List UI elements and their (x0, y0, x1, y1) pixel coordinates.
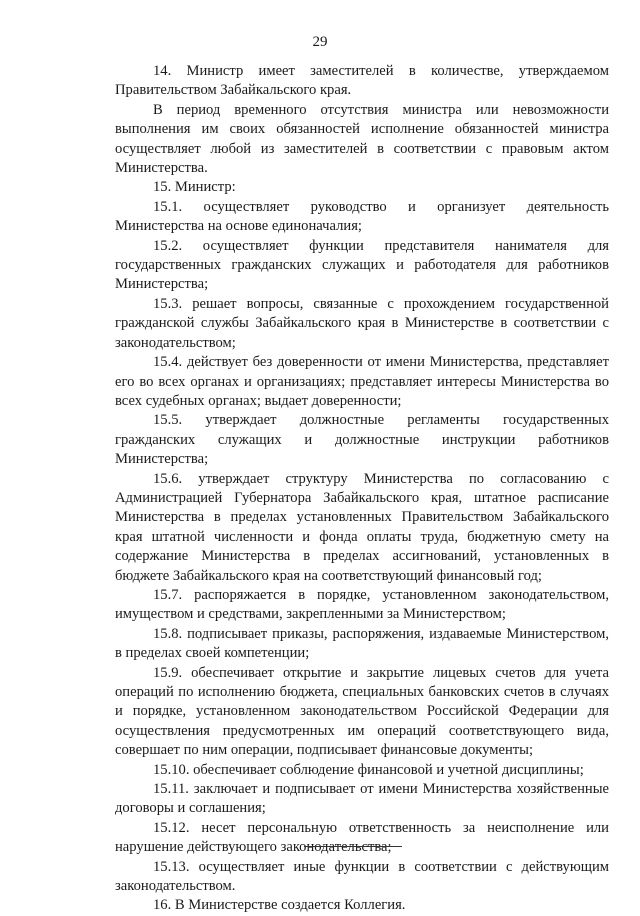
paragraph-15-9: 15.9. обеспечивает открытие и закрытие лицевых счетов для учета операций по исполнению бюджета, специальных банковских счетов в случаях и порядке, установленном законодательством Российской Федерации для осуществления предусмотренных им операций соответствующего вида, совершает по ним операции, подписывает финансовые документы; (115, 664, 609, 759)
paragraph-15-6: 15.6. утверждает структуру Министерства по согласованию с Администрацией Губернатора Забайкальского края, штатное расписание Министерства в пределах установленных Правительством Забайкальского края штатной численности и фонда оплаты труда, бюджетную смету на содержание Министерства в пределах ассигнований, установленных в бюджете Забайкальского края на соответствующий финансовый год; (115, 470, 609, 584)
paragraph-15-3: 15.3. решает вопросы, связанные с прохождением государственной гражданской службы Забайкальского края в Министерстве в соответствии с законодательством; (115, 295, 609, 351)
paragraph-15-1: 15.1. осуществляет руководство и организует деятельность Министерства на основе единоначалия; (115, 198, 609, 235)
paragraph-15-2: 15.2. осуществляет функции представителя нанимателя для государственных гражданских служащих и работодателя для работников Министерства; (115, 237, 609, 293)
paragraph-15-11: 15.11. заключает и подписывает от имени Министерства хозяйственные договоры и соглашения; (115, 781, 609, 817)
paragraph-15-8: 15.8. подписывает приказы, распоряжения, издаваемые Министерством, в пределах своей компетенции; (115, 625, 609, 662)
end-of-text-rule (304, 846, 402, 847)
paragraph-15-13: 15.13. осуществляет иные функции в соответствии с действующим законодательством. (115, 858, 609, 895)
page-number: 29 (312, 34, 328, 50)
paragraph-15-4: 15.4. действует без доверенности от имени Министерства, представляет его во всех органах и организациях; представляет интересы Министерства во всех судебных органах; выдает доверенности; (115, 354, 609, 409)
paragraph-15-5: 15.5. утверждает должностные регламенты государственных гражданских служащих и должностные инструкции работников Министерства; (115, 412, 609, 468)
paragraph-15-7: 15.7. распоряжается в порядке, установленном законодательством, имуществом и средствами, закрепленными за Министерством; (115, 586, 609, 623)
paragraph-16: 16. В Министерстве создается Коллегия. (153, 897, 406, 914)
paragraph-15-10: 15.10. обеспечивает соблюдение финансовой и учетной дисциплины; (153, 761, 584, 778)
paragraph-14-absence: В период временного отсутствия министра или невозможности выполнения им своих обязанностей исполнение обязанностей министра осуществляет любой из заместителей в соответствии с правовым актом Министерства. (115, 101, 609, 177)
paragraph-15-12: 15.12. несет персональную ответственность за неисполнение или нарушение действующего законодательства; (115, 819, 609, 856)
document-body (115, 62, 609, 916)
paragraph-14: 14. Министр имеет заместителей в количестве, утверждаемом Правительством Забайкальского края. (115, 63, 609, 99)
paragraph-15: 15. Министр: (153, 179, 236, 196)
